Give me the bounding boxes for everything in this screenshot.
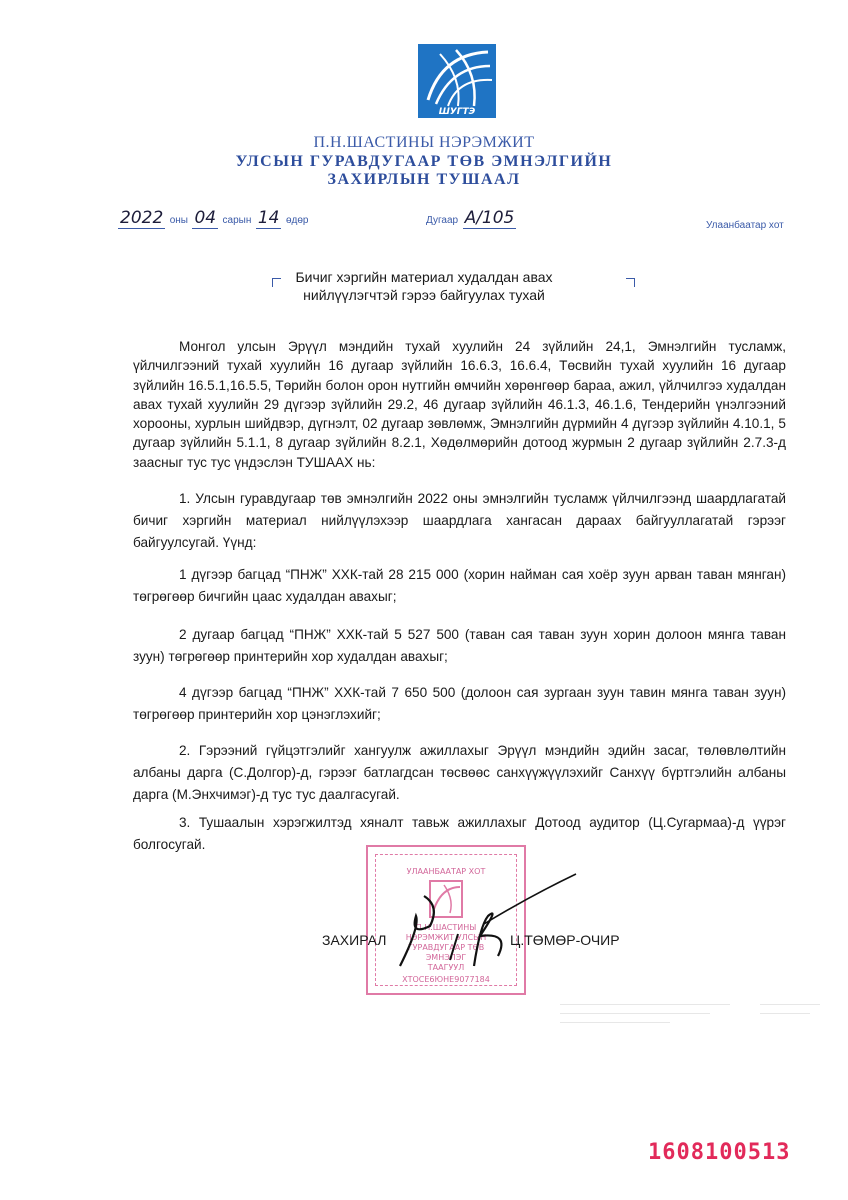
item-3-paragraph: 3. Тушаалын хэрэгжилтэд хяналт тавьж ажиллахыг Дотоод аудитор (Ц.Сугармаа)-д үүрэг болгосугай.: [133, 815, 786, 852]
order-number-label: Дугаар: [426, 215, 459, 226]
date-year: 2022: [120, 208, 164, 228]
item-1-paragraph: 1. Улсын гуравдугаар төв эмнэлгийн 2022 оны эмнэлгийн тусламж үйлчилгээнд шаардлагатай бичиг хэргийн материал нийлүүлэхээр шаардлага хангасан дараах байгууллагатай гэрээг байгуулсугай. Үүнд:: [133, 491, 786, 550]
item-2-paragraph: 2. Гэрээний гүйцэтгэлийг хангуулж ажиллахыг Эрүүл мэндийн эдийн засаг, төлөвлөлтийн албаны дарга (С.Долгор)-д, гэрээг батлагдсан төсвөөс санхүүжүүлэхийг Санхүү бүртгэлийн албаны дарга (М.Энхчимэг)-д тус тус даалгасугай.: [133, 743, 786, 802]
bleed-through-marks-right: [760, 1000, 820, 1024]
document-serial-number: 1608100513: [648, 1140, 791, 1165]
stamp-line-1: УЛААНБААТАР ХОТ: [406, 867, 486, 876]
subject-line-1: Бичиг хэргийн материал худалдан авах: [295, 269, 553, 285]
handwritten-signature: [380, 866, 580, 986]
package-1-paragraph: 1 дүгээр багцад “ПНЖ” ХХК-тай 28 215 000 (хорин найман сая хоёр зуун арван таван мянган) төгрөгөөр бичгийн цаас худалдан авахыг;: [133, 567, 786, 604]
stamp-line-4: ГУРАВДУГААР ТӨВ: [407, 943, 485, 952]
date-year-suffix: оны: [169, 215, 188, 226]
date-day: 14: [257, 208, 280, 228]
date-line: [118, 208, 308, 228]
date-month: 04: [194, 208, 217, 228]
package-2-paragraph: 2 дугаар багцад “ПНЖ” ХХК-тай 5 527 500 (таван сая таван зуун хорин долоон мянга таван зуун) төгрөгөөр принтерийн хор худалдан авахыг;: [133, 627, 786, 664]
stamp-line-5: ЭМНЭЛЭГ: [425, 953, 467, 962]
package-4-paragraph: 4 дүгээр багцад “ПНЖ” ХХК-тай 7 650 500 (долоон сая зургаан зуун тавин мянга таван зуун) төгрөгөөр принтерийн хор цэнэглэхийг;: [133, 685, 786, 722]
bleed-through-marks: [560, 1000, 730, 1036]
preamble-paragraph: Монгол улсын Эрүүл мэндийн тухай хуулийн 24 зүйлийн 24,1, Эмнэлгийн тусламж, үйлчилгээний тухай хуулийн 16 дугаар зүйлийн 16.6.3, 16.6.4, Төсвийн тухай хуулийн 16 дугаар зүйлийн 16.5.1,16.5.5, Төрийн болон орон нутгийн өмчийн хөрөнгөөр бараа, ажил, үйлчилгээ худалдан авах тухай хуулийн 29 дүгээр зүйлийн 29.2, 46 дугаар зүйлийн 46.1.3, 46.1.6, Тендерийн үнэлгээний хорооны, хурлын шийдвэр, дүгнэлт, 02 дугаар зөвлөмж, Эмнэлгийн дүрмийн 4 дүгээр зүйлийн 4.10.1, 5 дугаар зүйлийн 5.1.1, 8 дугаар зүйлийн 8.2.1, Хөдөлмөрийн дотоод журмын 2 дугаар зүйлийн 2.7.3-д заасныг тус тус үндэслэн ТУШААХ нь:: [133, 339, 786, 470]
header-order-title: ЗАХИРЛЫН ТУШААЛ: [327, 171, 521, 188]
order-subject: [0, 268, 848, 304]
subject-line-2: нийлүүлэгчтэй гэрээ байгуулах тухай: [303, 287, 545, 303]
logo-text: ШУГТЭ: [438, 107, 476, 117]
stamp-line-3: НЭРЭМЖИТ УЛСЫН: [405, 933, 487, 942]
signatory-title: ЗАХИРАЛ: [322, 932, 387, 948]
signatory-name: Ц.ТӨМӨР-ОЧИР: [510, 932, 620, 948]
stamp-line-2: П.Н.ШАСТИНЫ: [415, 923, 477, 932]
header-institution-name: П.Н.ШАСТИНЫ НЭРЭМЖИТ: [313, 134, 535, 151]
globe-logo-icon: [418, 44, 496, 118]
order-number: [426, 208, 516, 228]
date-day-suffix: өдөр: [285, 215, 309, 226]
city-label: Улаанбаатар хот: [706, 220, 784, 231]
order-number-value: А/105: [464, 208, 515, 228]
stamp-line-7: ХТОСЕ6ЮНЕ9077184: [402, 975, 490, 984]
header-hospital-name: УЛСЫН ГУРАВДУГААР ТӨВ ЭМНЭЛГИЙН: [235, 153, 613, 170]
date-month-suffix: сарын: [222, 215, 252, 226]
stamp-line-6: ТААГУУЛ: [427, 963, 465, 972]
